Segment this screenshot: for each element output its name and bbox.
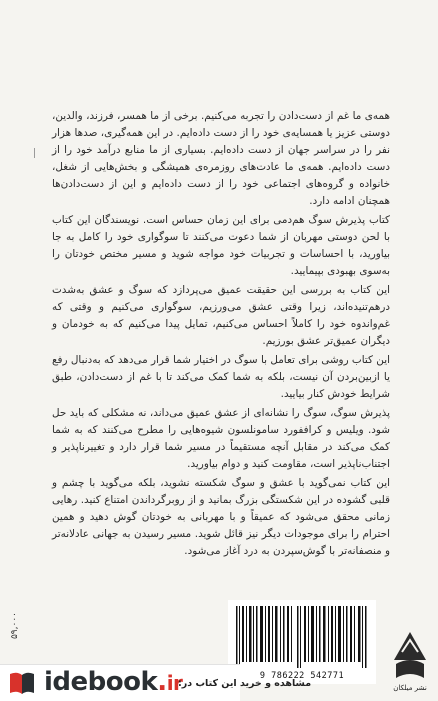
blurb-paragraph-4: این کتاب روشی برای تعامل با سوگ در اختیار شما قرار می‌دهد که به‌دنبال رفع یا ازبین‌بردن آن نیست، بلکه به شما کمک می‌کند تا با غم از دست‌دادن، طبق شرایط خودش کنار بیایید.: [52, 354, 390, 400]
blurb-paragraph-1: همه‌ی ما غم از دست‌دادن را تجربه می‌کنیم. برخی از ما همسر، فرزند، والدین، دوستی عزیز یا همسایه‌ی خود را از دست داده‌ایم. در این همه‌گیری، صدها هزار نفر را در سراسر جهان از دست داده‌ایم. بسیاری از ما منابع درآمد خود را از دست داده‌ایم. همه‌ی ما عادت‌های روزمره‌ی همیشگی و بخش‌هایی از شغل، خانواده و گروه‌های اجتماعی خود را از دست داده‌ایم و این از دست‌دادن‌ها همچنان ادامه دارد.: [52, 110, 390, 207]
watermark-brand-text: [44, 667, 182, 697]
blurb-paragraph-3: این کتاب به بررسی این حقیقت عمیق می‌پردازد که سوگ و عشق به‌شدت درهم‌تنیده‌اند، زیرا وقتی عشق می‌ورزیم، سوگواری می‌کنیم و وقتی که غم‌واندوه خود را کاملاً احساس می‌کنیم، تمایل پیدا می‌کنیم که به خودمان و دیگران عمیق‌تر عشق بورزیم.: [52, 284, 390, 347]
blurb-paragraph-5: پذیرش سوگ، سوگ را نشانه‌ای از عشق عمیق می‌داند، نه مشکلی که باید حل شود. ویلیس و کراففورد سامونلسون شیوه‌هایی را مطرح می‌کنند که به شما کمک می‌کند در مقابل آنچه مستقیماً در مسیر شما قرار دارد و تغییرناپذیر و اجتناب‌ناپذیر است، مقاومت کنید و دوام بیاورید.: [52, 407, 390, 470]
barcode-icon: [234, 606, 370, 668]
brand-name: idebook: [44, 667, 158, 697]
blurb-text: [52, 108, 390, 562]
brand-dot: .: [157, 667, 167, 697]
isbn-barcode: [228, 600, 376, 684]
publisher-logo-icon: [392, 630, 428, 682]
brand-tld: ir: [166, 671, 183, 695]
publisher-name: نشر میلکان: [393, 684, 427, 692]
spine-crease-mark: [34, 148, 35, 158]
book-logo-icon: [8, 670, 36, 696]
blurb-paragraph-6: این کتاب نمی‌گوید با عشق و سوگ شکسته نشوید، بلکه می‌گوید با چشم و قلبی گشوده در این شکستگی بزرگ بمانید و از روبرگرداندن امتناع کنید. رهایی زمانی محقق می‌شود که عمیقاً و با مهربانی به خودتان گوش دهید و همین احترام را برای موجودات دیگر نیز قائل شوید. مسیر رسیدن به جهانی عادلانه‌تر و منصفانه‌تر با گوش‌سپردن به درد آغاز می‌شود.: [52, 477, 390, 557]
isbn-digits: 9 786222 542771: [259, 671, 345, 681]
watermark-purchase-text: مشاهده و خرید این کتاب در:: [178, 678, 312, 689]
blurb-paragraph-2: کتاب پذیرش سوگ هم‌دمی برای این زمان حساس است. نویسندگان این کتاب با لحن دوستی مهربان از شما دعوت می‌کنند تا سوگواری خود را کامل به جا بیاورید، با احساسات و تجربیات خود مواجه شوید و مسیر مختص خودتان را به‌سوی بهبودی بپیمایید.: [52, 214, 390, 277]
price-label: ۵۹,۰۰۰: [10, 612, 20, 640]
